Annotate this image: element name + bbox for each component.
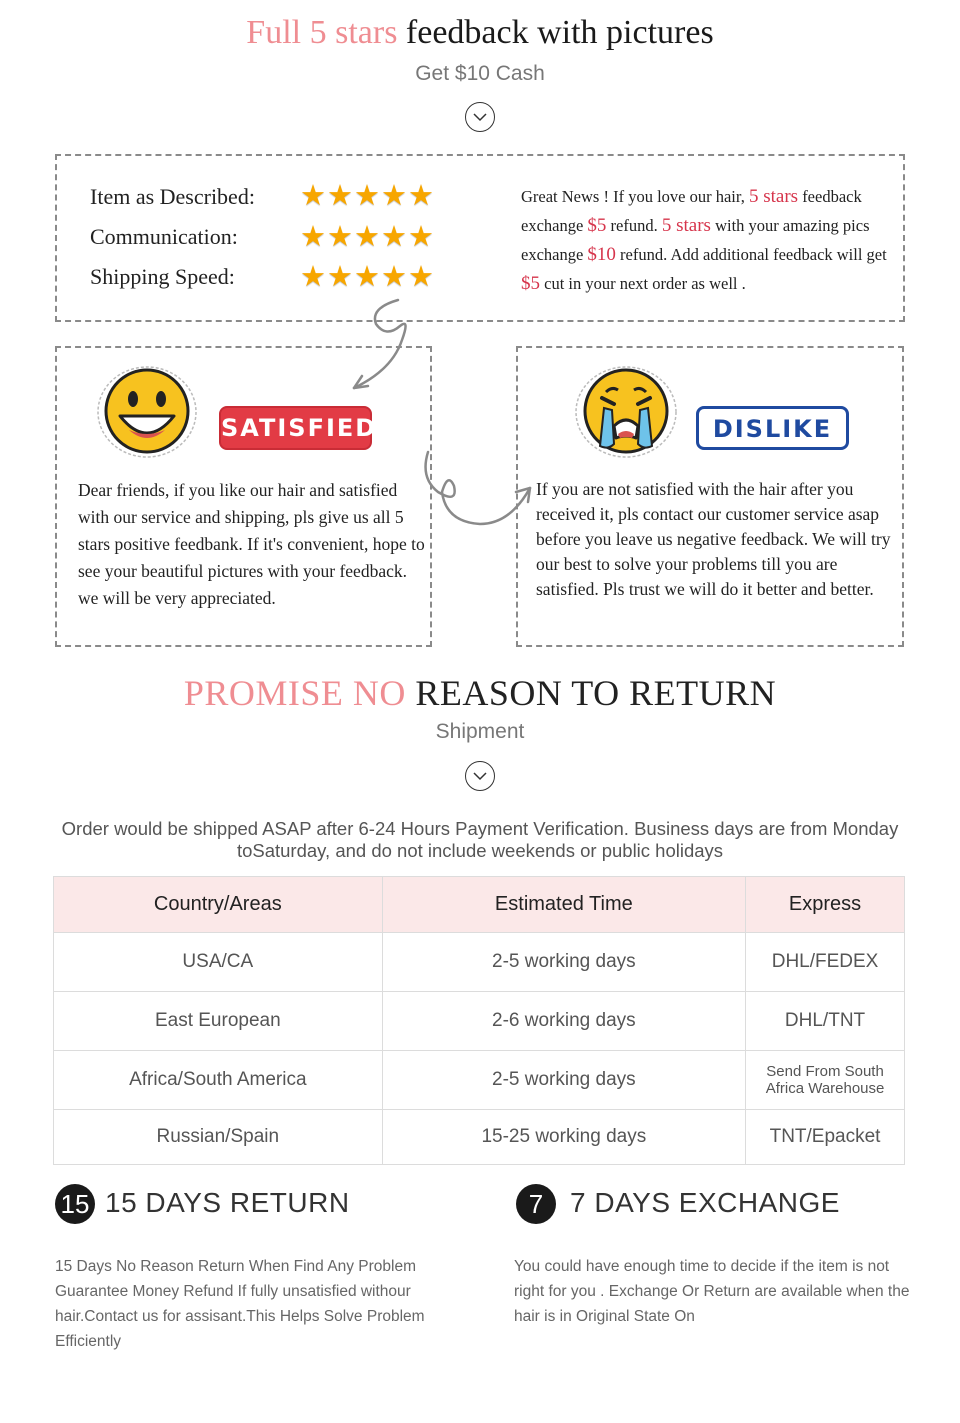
curly-arrow-icon [340,296,420,406]
star-icon-row: ★★★★★ [300,180,435,212]
shipping-title-main: REASON TO RETURN [415,673,777,713]
return-text: 15 Days No Reason Return When Find Any Problem Guarantee Money Refund If fully unsatisfied withour hair.Contact us for assisant.This Helps Solve Problem Efficiently [55,1258,425,1350]
shipping-title [0,672,960,714]
rating-label-shipping: Shipping Speed: [90,264,235,289]
exchange-title: 7 DAYS EXCHANGE [570,1187,840,1218]
table-cell: 15-25 working days [382,1110,745,1165]
happy-face-icon [96,364,198,460]
table-cell: 2-6 working days [382,992,745,1051]
table-row [54,1110,905,1165]
satisfied-text: Dear friends, if you like our hair and satisfied with our service and shipping, pls give us all 5 stars positive feedbank. If it's convenient, hope to see your beautiful pictures with your feedback. we will be very appreciated. [78,480,425,608]
table-cell: DHL/FEDEX [746,933,905,992]
star-icon-row: ★★★★★ [300,261,435,293]
table-cell: USA/CA [54,933,383,992]
table-cell: Africa/South America [54,1051,383,1110]
table-row [54,1051,905,1110]
shipping-title-highlight: PROMISE NO [183,673,406,713]
column-header: Express [746,877,905,933]
return-title: 15 DAYS RETURN [105,1187,350,1218]
feedback-title-main: feedback with pictures [405,14,714,51]
rating-label-item: Item as Described: [90,184,255,209]
star-icon-row: ★★★★★ [300,221,435,253]
table-cell: TNT/Epacket [746,1110,905,1165]
feedback-title-highlight: Full 5 stars [246,14,398,51]
shipping-subtitle: Shipment [435,720,525,743]
dislike-text: If you are not satisfied with the hair after you received it, pls contact our customer service asap before you leave us negative feedback. We will try our best to solve your problems till you are satisfied. Pls trust we will do it better and better. [536,479,891,599]
table-cell: 2-5 working days [382,933,745,992]
rating-label-communication: Communication: [90,224,238,249]
table-cell: Send From South Africa Warehouse [746,1051,905,1110]
table-cell: East European [54,992,383,1051]
dislike-badge: DISLIKE [696,406,849,450]
feedback-subtitle: Get $10 Cash [415,62,545,85]
chevron-down-icon [465,102,495,132]
curly-arrow-icon [418,448,536,530]
shipping-note: Order would be shipped ASAP after 6-24 Hours Payment Verification. Business days are from Monday toSaturday, and do not include weekends or public holidays [61,818,899,861]
table-row [54,992,905,1051]
feedback-title [0,14,960,52]
satisfied-badge: SATISFIED [219,406,372,450]
column-header: Estimated Time [382,877,745,933]
column-header: Country/Areas [54,877,383,933]
return-number-badge: 15 [55,1184,95,1224]
great-news-text: Great News ! If you love our hair, 5 stars feedback exchange $5 refund. 5 stars with your amazing pics exchange $10 refund. Add additional feedback will get $5 cut in your next order as well . [521,186,887,294]
chevron-down-icon [465,761,495,791]
crying-face-icon [574,364,678,460]
exchange-number-badge: 7 [516,1184,556,1224]
table-cell: 2-5 working days [382,1051,745,1110]
table-row [54,933,905,992]
table-cell: DHL/TNT [746,992,905,1051]
exchange-text: You could have enough time to decide if the item is not right for you . Exchange Or Return are available when the hair is in Original State On [514,1258,910,1325]
shipping-table [53,876,905,1165]
table-cell: Russian/Spain [54,1110,383,1165]
